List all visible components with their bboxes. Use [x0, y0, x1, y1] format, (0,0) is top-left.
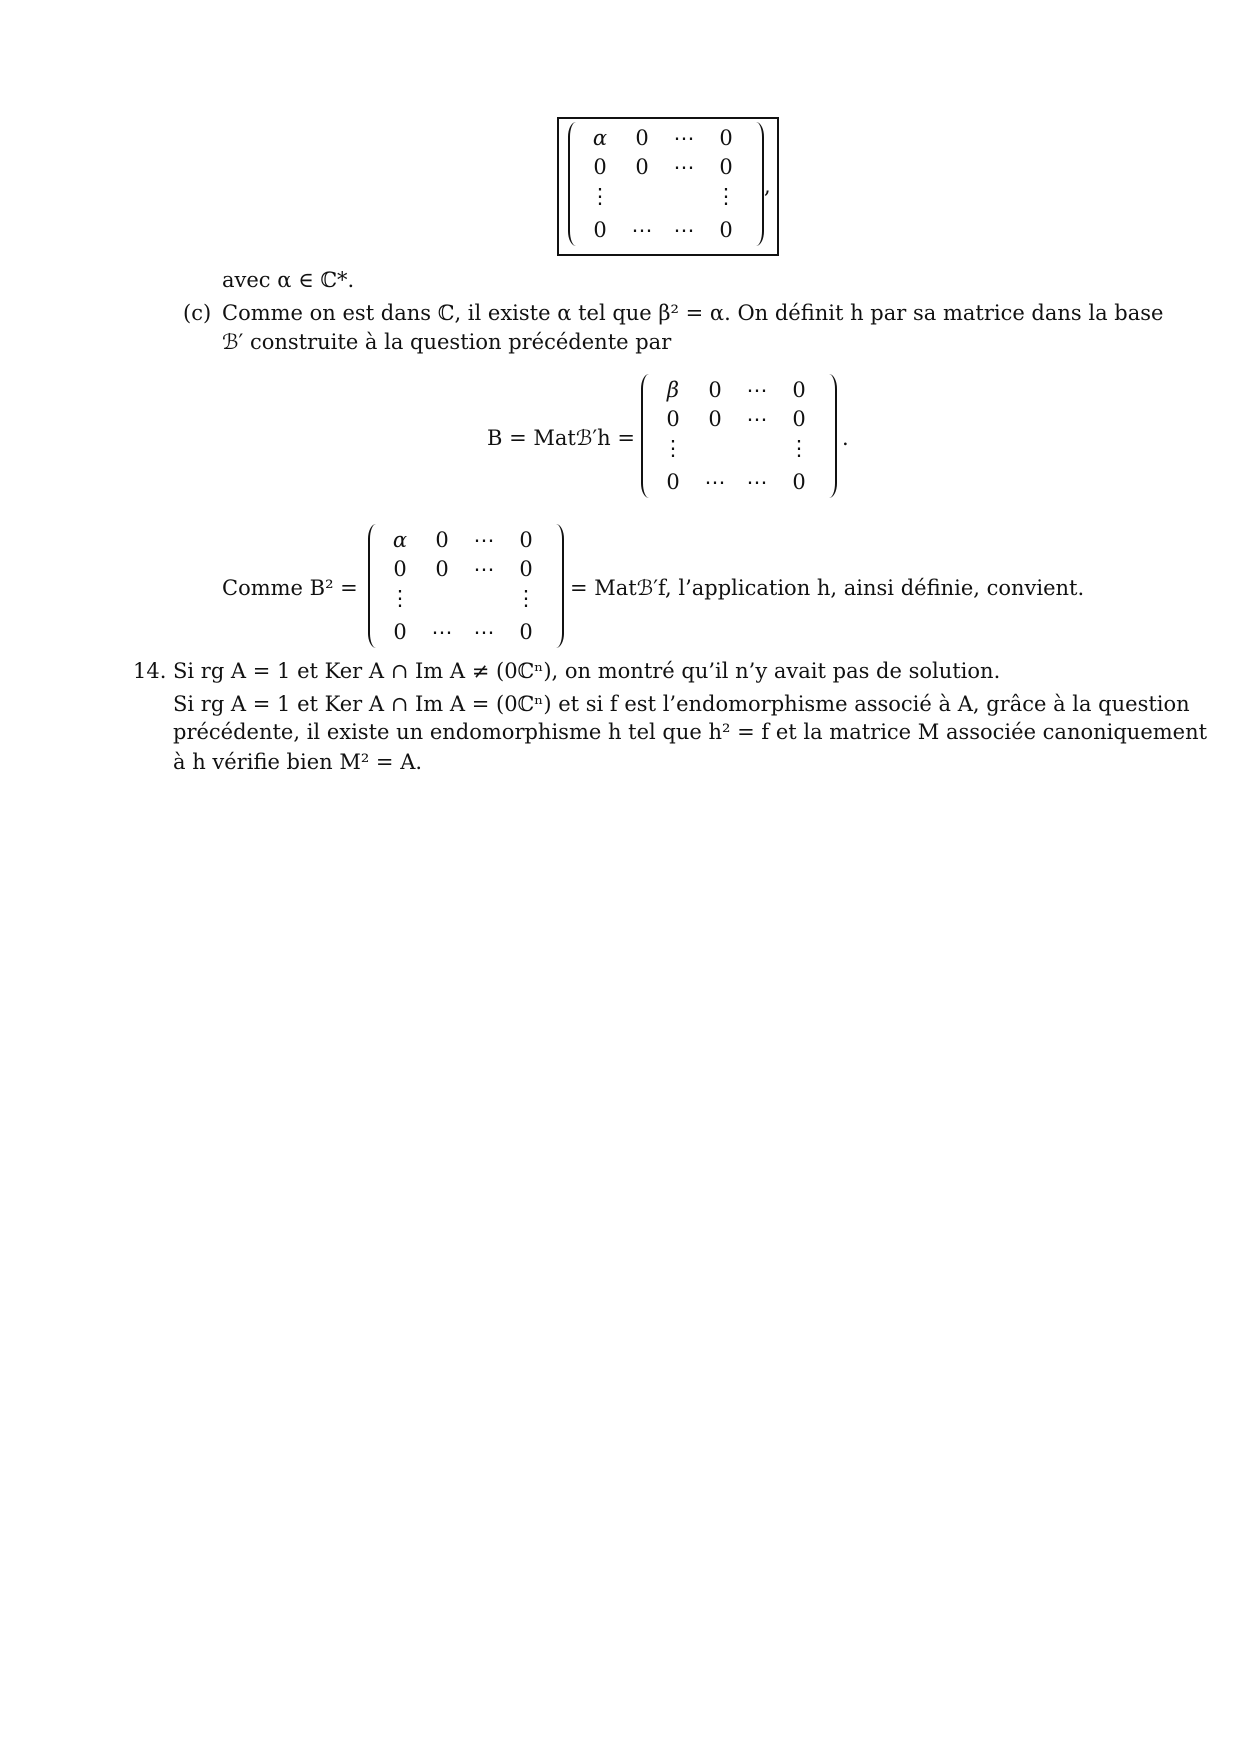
matrix-entry: 0	[666, 470, 680, 494]
matrix-entry: 0	[593, 218, 607, 242]
item-14-line3: précédente, il existe un endomorphisme h tel que h² = f et la matrice M associée canoniquement	[173, 720, 1208, 744]
matrix-entry: α	[592, 126, 608, 150]
matrix-entry: 0	[593, 155, 607, 179]
matrix-entry: 0	[719, 126, 733, 150]
matrix-entry: 0	[435, 557, 449, 581]
right-parenthesis	[748, 122, 764, 246]
matrix-entry: 0	[792, 470, 806, 494]
matrix-entry: ⋯	[746, 407, 768, 431]
matrix-entry: 0	[393, 620, 407, 644]
matrix-entry	[694, 434, 736, 468]
matrix-entry: 0	[708, 378, 722, 402]
matrix-entry: 0	[719, 155, 733, 179]
beta-matrix	[641, 374, 837, 500]
comme-lhs: Comme B² =	[222, 576, 358, 600]
matrix-entry	[621, 182, 663, 216]
right-parenthesis	[821, 374, 837, 498]
matrix-entry: ⋯	[673, 126, 695, 150]
avec-line: avec α ∈ ℂ*.	[222, 268, 355, 292]
alpha-matrix-b-squared	[368, 524, 564, 650]
matrix-entry	[421, 584, 463, 618]
alpha-matrix-top	[568, 122, 764, 248]
item-c-line2: ℬ′ construite à la question précédente par	[222, 330, 672, 354]
matrix-entry: ⋯	[673, 218, 695, 242]
matrix-entry: ⋮	[589, 184, 611, 208]
matrix-grid	[379, 526, 547, 647]
right-parenthesis	[548, 524, 564, 648]
matrix-entry	[463, 584, 505, 618]
matrix-entry: ⋯	[473, 620, 495, 644]
item-c-label: (c)	[183, 301, 212, 325]
matrix-entry: ⋮	[515, 586, 537, 610]
item-14-line1: Si rg A = 1 et Ker A ∩ Im A ≠ (0ℂⁿ), on montré qu’il n’y avait pas de solution.	[173, 659, 1001, 683]
matrix-entry: ⋯	[704, 470, 726, 494]
item-c-line1: Comme on est dans ℂ, il existe α tel que β² = α. On définit h par sa matrice dans la base	[222, 301, 1164, 325]
matrix-entry: ⋯	[431, 620, 453, 644]
item-14-label: 14.	[133, 659, 167, 683]
matrix-entry: 0	[792, 378, 806, 402]
matrix-entry: ⋮	[662, 436, 684, 460]
matrix-entry: ⋯	[473, 557, 495, 581]
matrix-grid	[652, 376, 820, 497]
matrix-entry: ⋯	[631, 218, 653, 242]
matrix-entry: ⋮	[788, 436, 810, 460]
matrix-entry: 0	[719, 218, 733, 242]
matrix-entry	[736, 434, 778, 468]
matrix-entry: 0	[792, 407, 806, 431]
matrix-entry: 0	[435, 528, 449, 552]
matrix-entry	[663, 182, 705, 216]
matrix-entry: 0	[519, 557, 533, 581]
equation-end-period: .	[842, 426, 849, 450]
matrix-entry: ⋮	[715, 184, 737, 208]
equation-b-lhs: B = Matℬ′h =	[487, 426, 635, 450]
matrix-entry: 0	[635, 155, 649, 179]
item-14-line4: à h vérifie bien M² = A.	[173, 750, 423, 774]
matrix-entry: ⋯	[473, 528, 495, 552]
matrix-entry: ⋯	[673, 155, 695, 179]
matrix-entry: 0	[666, 407, 680, 431]
matrix-entry: ⋮	[389, 586, 411, 610]
matrix-comma: ,	[764, 174, 771, 198]
matrix-entry: ⋯	[746, 378, 768, 402]
matrix-grid	[579, 124, 747, 245]
matrix-entry: 0	[519, 528, 533, 552]
matrix-entry: β	[666, 378, 680, 402]
matrix-entry: α	[392, 528, 408, 552]
matrix-entry: 0	[393, 557, 407, 581]
comme-rhs: = Matℬ′f, l’application h, ainsi définie, convient.	[570, 576, 1085, 600]
item-14-line2: Si rg A = 1 et Ker A ∩ Im A = (0ℂⁿ) et si f est l’endomorphisme associé à A, grâce à la question	[173, 692, 1190, 716]
matrix-entry: 0	[519, 620, 533, 644]
matrix-entry: ⋯	[746, 470, 768, 494]
matrix-entry: 0	[708, 407, 722, 431]
matrix-entry: 0	[635, 126, 649, 150]
